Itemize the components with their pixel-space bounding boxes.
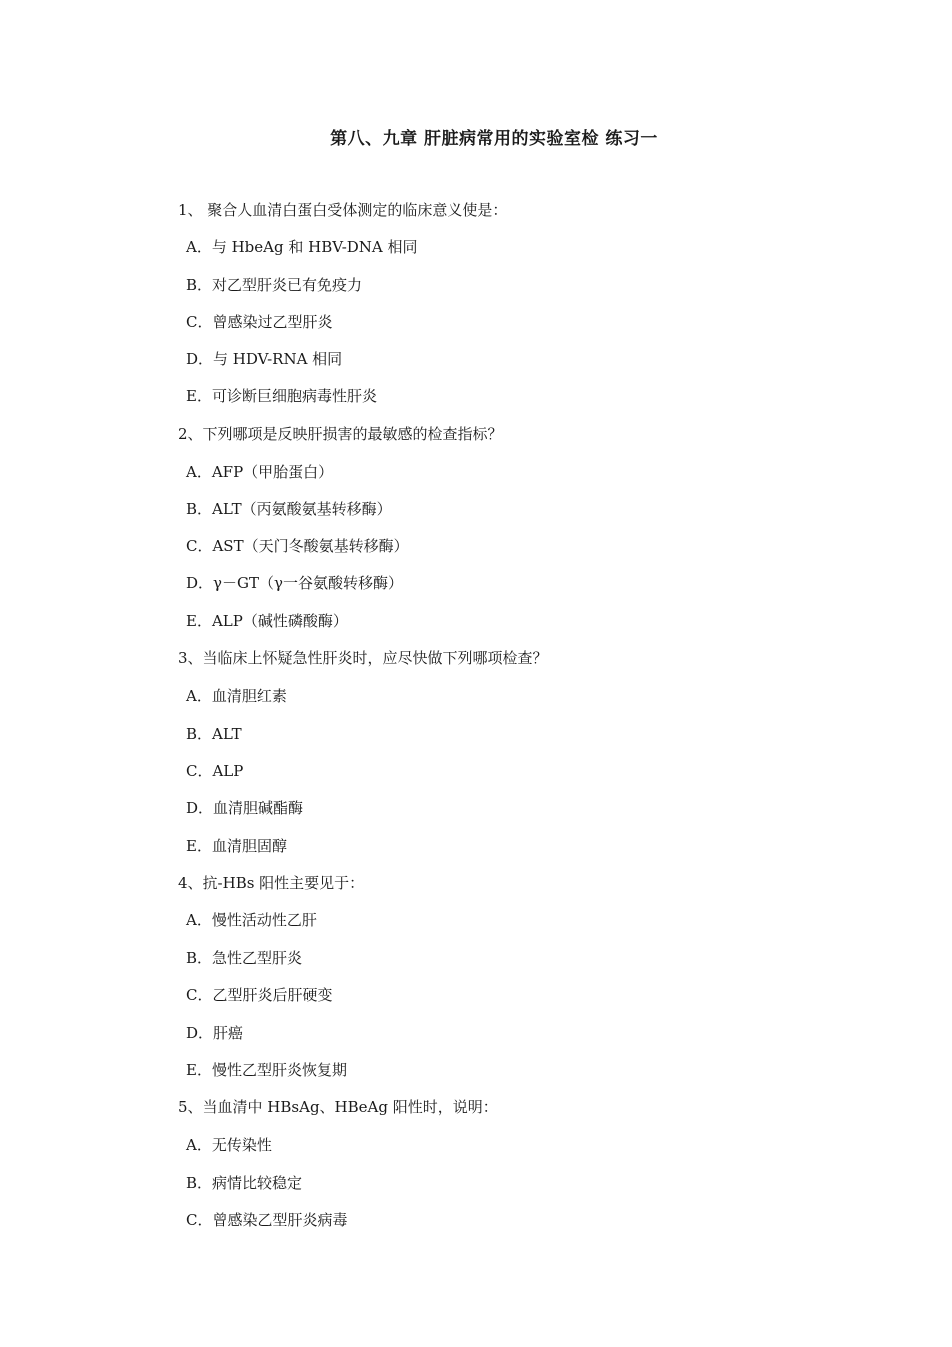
question-3-option-a: A．血清胆红素 [186, 687, 287, 705]
question-3-option-e: E．血清胆固醇 [186, 837, 287, 855]
question-stem-5: 5、当血清中 HBsAg、HBeAg 阳性时，说明： [178, 1098, 498, 1116]
question-4-option-b: B．急性乙型肝炎 [186, 949, 303, 967]
question-3-option-d: D．血清胆碱酯酶 [186, 799, 304, 817]
question-2-option-d: D．γ－GT（γ一谷氨酸转移酶） [186, 574, 403, 592]
question-1-option-b: B．对乙型肝炎已有免疫力 [186, 276, 363, 294]
document-title: 第八、九章 肝脏病常用的实验室检 练习一 [330, 129, 658, 149]
question-5-option-a: A．无传染性 [186, 1136, 272, 1154]
question-4-option-d: D．肝癌 [186, 1024, 244, 1042]
question-stem-4: 4、抗-HBs 阳性主要见于： [178, 874, 365, 892]
question-1-option-d: D．与 HDV-RNA 相同 [186, 350, 343, 368]
question-2-option-e: E．ALP（碱性磷酸酶） [186, 612, 348, 630]
question-4-option-e: E．慢性乙型肝炎恢复期 [186, 1061, 347, 1079]
question-5-option-b: B．病情比较稳定 [186, 1174, 303, 1192]
question-4-option-c: C．乙型肝炎后肝硬变 [186, 986, 333, 1004]
question-stem-2: 2、下列哪项是反映肝损害的最敏感的检查指标？ [178, 425, 503, 443]
question-1-option-a: A．与 HbeAg 和 HBV-DNA 相同 [186, 238, 418, 256]
question-1-option-e: E．可诊断巨细胞病毒性肝炎 [186, 387, 377, 405]
question-2-option-a: A．AFP（甲胎蛋白） [186, 463, 334, 481]
question-2-option-b: B．ALT（丙氨酸氨基转移酶） [186, 500, 392, 518]
question-stem-3: 3、当临床上怀疑急性肝炎时，应尽快做下列哪项检查？ [178, 649, 548, 667]
question-2-option-c: C．AST（天门冬酸氨基转移酶） [186, 537, 409, 555]
question-3-option-b: B．ALT [186, 725, 242, 743]
question-1-option-c: C．曾感染过乙型肝炎 [186, 313, 333, 331]
question-5-option-c: C．曾感染乙型肝炎病毒 [186, 1211, 348, 1229]
question-3-option-c: C．ALP [186, 762, 244, 780]
question-stem-1: 1、 聚合人血清白蛋白受体测定的临床意义使是： [178, 201, 508, 219]
question-4-option-a: A．慢性活动性乙肝 [186, 911, 317, 929]
